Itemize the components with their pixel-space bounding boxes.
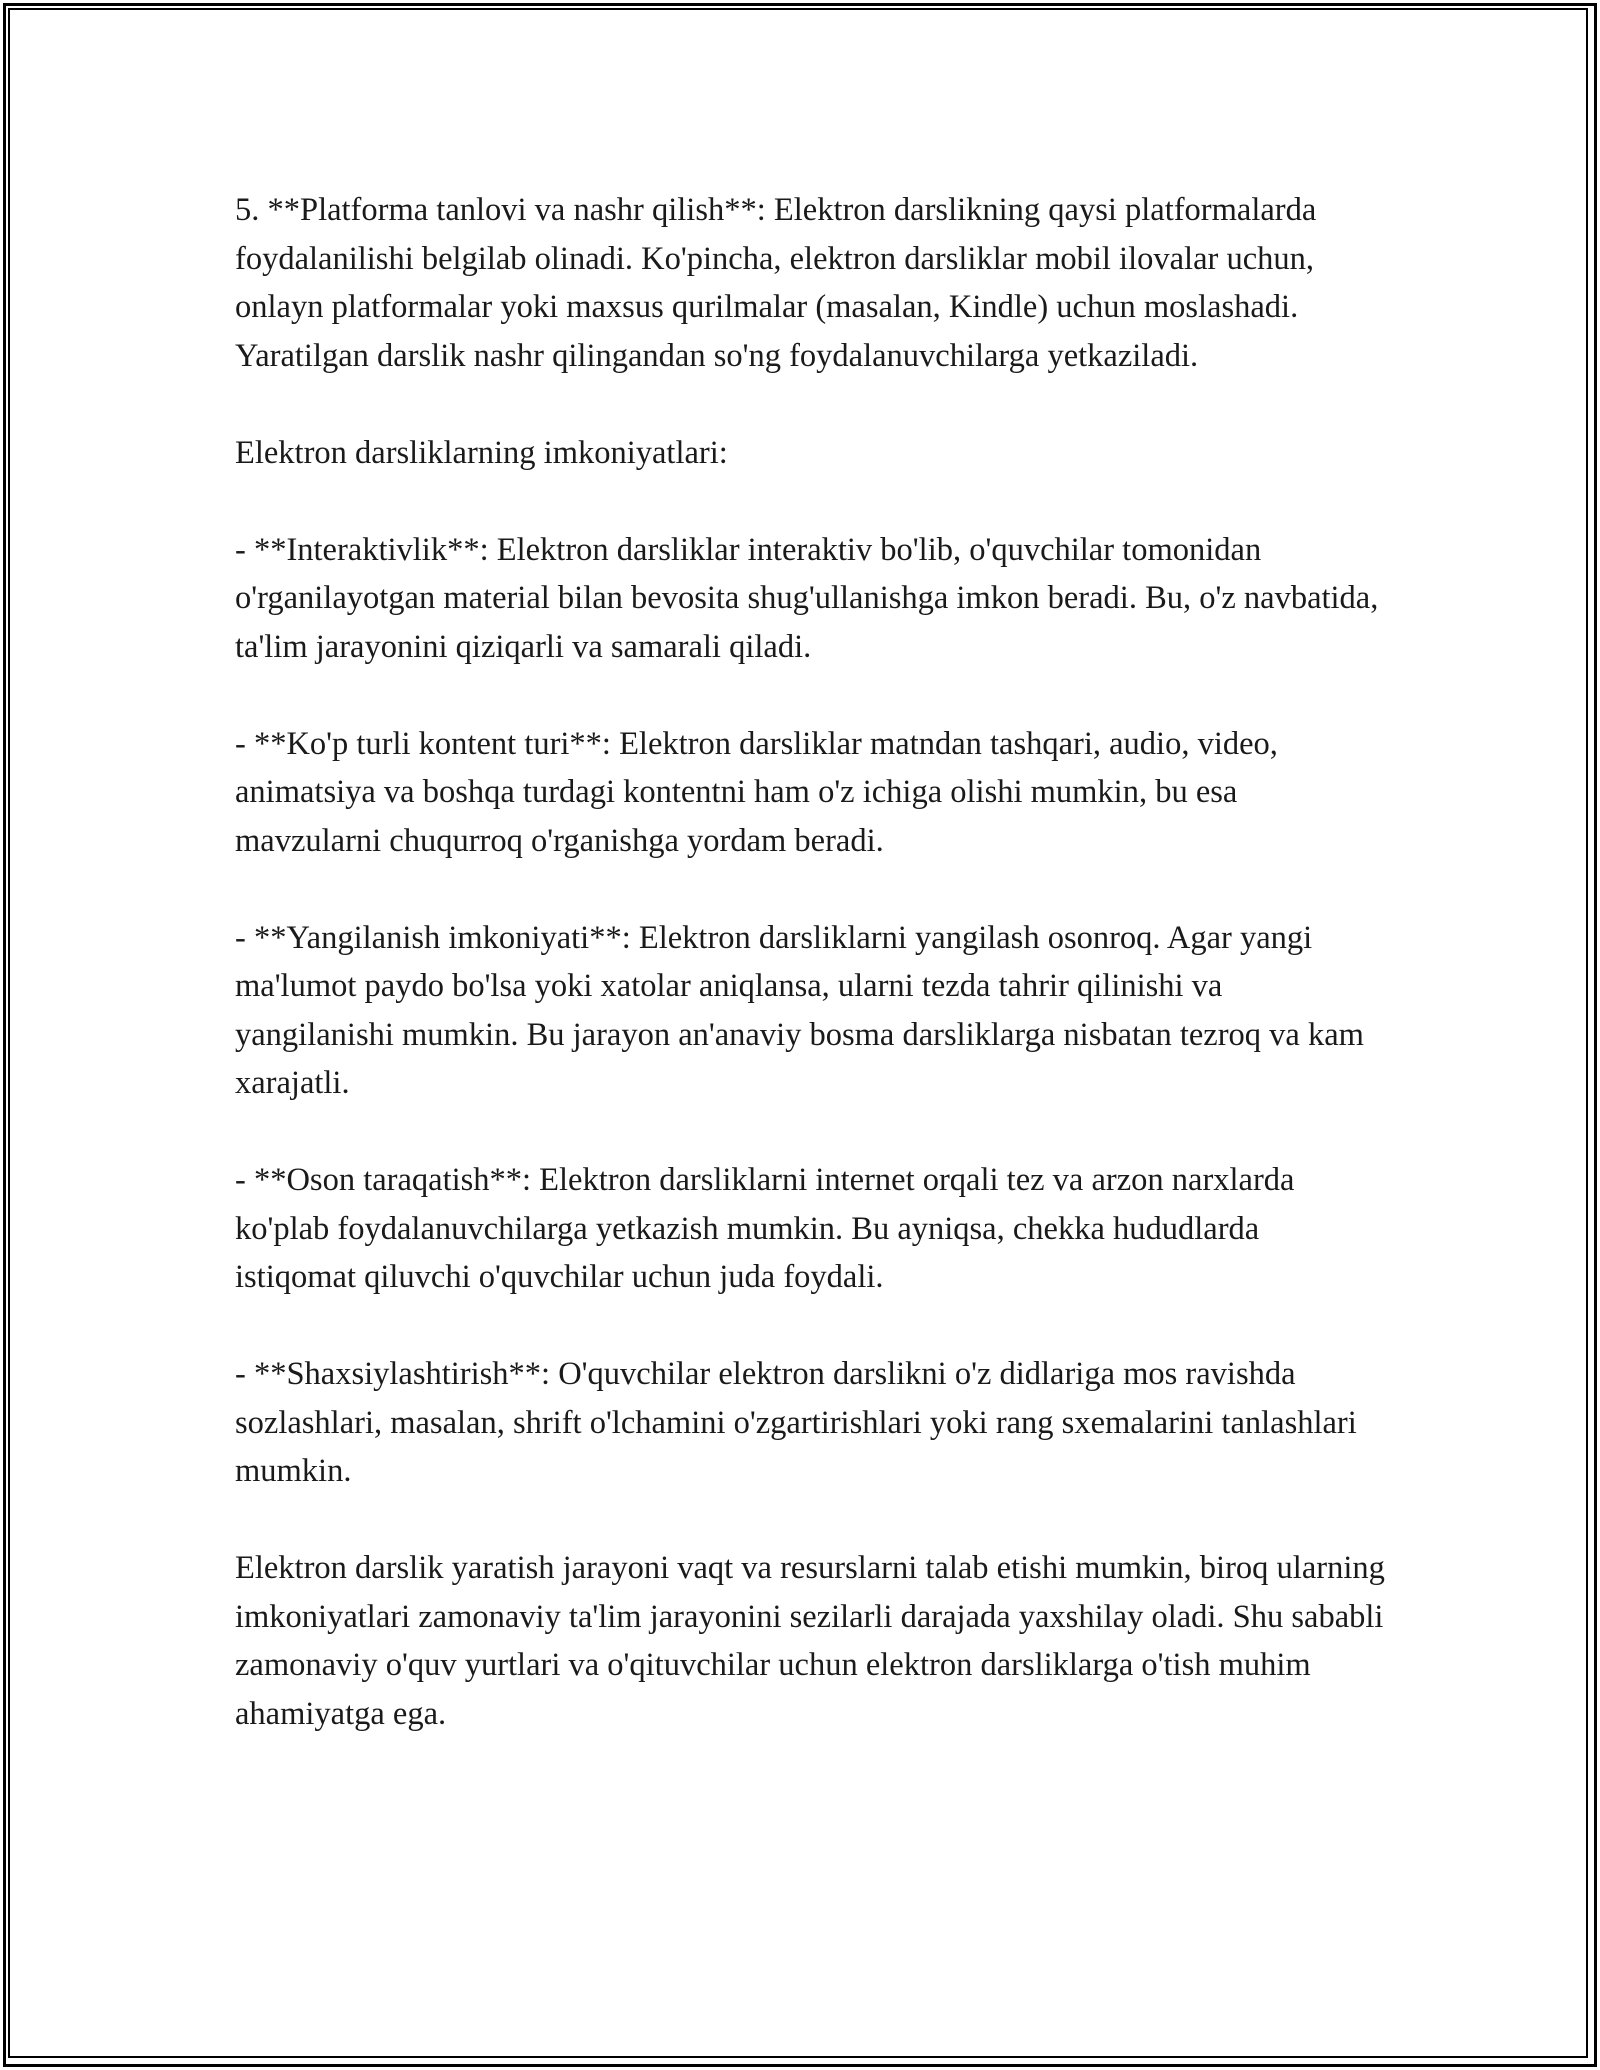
document-body xyxy=(235,186,1385,1738)
section-heading-capabilities: Elektron darsliklarning imkoniyatlari: xyxy=(235,434,728,471)
paragraph-platform-selection: 5. **Platforma tanlovi va nashr qilish**: Elektron darslikning qaysi platformalarda foydalanilishi belgilab olinadi. Ko'pincha, elektron darsliklar mobil ilovalar uchun, onlayn platformalar yoki maxsus qurilmalar (masalan, Kindle) uchun moslashadi. Yaratilgan darslik nashr qilingandan so'ng foydalanuvchilarga yetkaziladi. xyxy=(235,192,1317,374)
paragraph-conclusion: Elektron darslik yaratish jarayoni vaqt va resurslarni talab etishi mumkin, biroq ularning imkoniyatlari zamonaviy ta'lim jarayonini sezilarli darajada yaxshilay oladi. Shu sababli zamonaviy o'quv yurtlari va o'qituvchilar uchun elektron darsliklarga o'tish muhim ahamiyatga ega. xyxy=(235,1550,1385,1732)
list-item-content-types: - **Ko'p turli kontent turi**: Elektron darsliklar matndan tashqari, audio, video, animatsiya va boshqa turdagi kontentni ham o'z ichiga olishi mumkin, bu esa mavzularni chuqurroq o'rganishga yordam beradi. xyxy=(235,725,1278,859)
list-item-updates: - **Yangilanish imkoniyati**: Elektron darsliklarni yangilash osonroq. Agar yangi ma'lumot paydo bo'lsa yoki xatolar aniqlansa, ularni tezda tahrir qilinishi va yangilanishi mumkin. Bu jarayon an'anaviy bosma darsliklarga nisbatan tezroq va kam xarajatli. xyxy=(235,919,1364,1101)
list-item-interactivity: - **Interaktivlik**: Elektron darsliklar interaktiv bo'lib, o'quvchilar tomonidan o'rganilayotgan material bilan bevosita shug'ullanishga imkon beradi. Bu, o'z navbatida, ta'lim jarayonini qiziqarli va samarali qiladi. xyxy=(235,531,1379,665)
list-item-personalization: - **Shaxsiylashtirish**: O'quvchilar elektron darslikni o'z didlariga mos ravishda sozlashlari, masalan, shrift o'lchamini o'zgartirishlari yoki rang sxemalarini tanlashlari mumkin. xyxy=(235,1356,1357,1489)
list-item-distribution: - **Oson taraqatish**: Elektron darsliklarni internet orqali tez va arzon narxlarda ko'plab foydalanuvchilarga yetkazish mumkin. Bu ayniqsa, chekka hududlarda istiqomat qiluvchi o'quvchilar uchun juda foydali. xyxy=(235,1162,1295,1295)
